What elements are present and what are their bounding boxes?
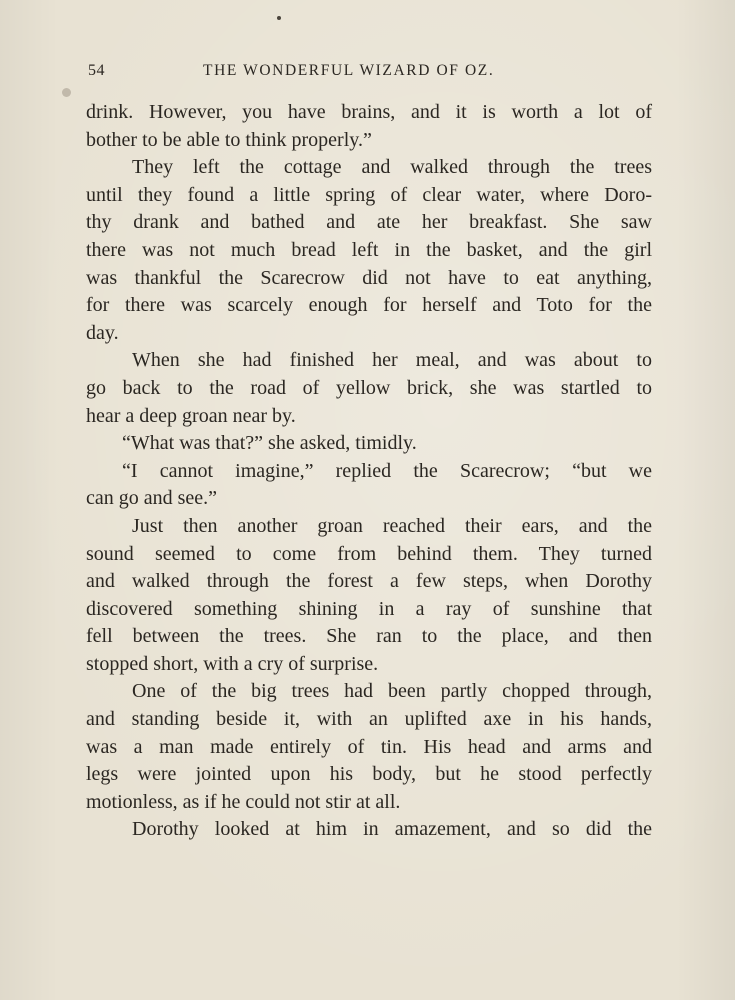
running-title: THE WONDERFUL WIZARD OF OZ. — [203, 62, 495, 79]
text-line: bother to be able to think properly.” — [86, 128, 372, 151]
text-line: discovered something shining in a ray of sunshine that — [86, 597, 652, 620]
text-line: motionless, as if he could not stir at all. — [86, 790, 401, 813]
text-line: go back to the road of yellow brick, she was startled to — [86, 376, 652, 399]
body-text — [86, 99, 652, 844]
text-line: was a man made entirely of tin. His head and arms and — [86, 735, 652, 758]
text-line: They left the cottage and walked through the trees — [132, 156, 652, 179]
page-header — [0, 62, 735, 84]
ink-dot — [277, 16, 281, 20]
text-line: drink. However, you have brains, and it is worth a lot of — [86, 101, 652, 123]
text-line: thy drank and bathed and ate her breakfast. She saw — [86, 211, 652, 234]
text-line: When she had finished her meal, and was about to — [132, 349, 652, 372]
text-line: “I cannot imagine,” replied the Scarecrow; “but we — [122, 459, 652, 482]
text-line: “What was that?” she asked, timidly. — [122, 432, 417, 455]
text-line: and walked through the forest a few steps, when Dorothy — [86, 570, 652, 593]
text-line: legs were jointed upon his body, but he stood perfectly — [86, 763, 652, 786]
text-line: Just then another groan reached their ears, and the — [132, 514, 652, 537]
text-line: day. — [86, 321, 119, 344]
text-line: and standing beside it, with an uplifted axe in his hands, — [86, 708, 652, 731]
text-line: was thankful the Scarecrow did not have to eat anything, — [86, 266, 652, 289]
page-number: 54 — [88, 62, 105, 79]
text-line: until they found a little spring of clear water, where Doro- — [86, 183, 652, 206]
paper-stain — [62, 88, 71, 97]
text-line: fell between the trees. She ran to the place, and then — [86, 625, 652, 648]
text-line: there was not much bread left in the basket, and the girl — [86, 238, 652, 261]
text-line: stopped short, with a cry of surprise. — [86, 652, 379, 675]
text-line: for there was scarcely enough for herself and Toto for the — [86, 294, 652, 317]
text-line: sound seemed to come from behind them. They turned — [86, 542, 652, 565]
text-line: hear a deep groan near by. — [86, 404, 296, 427]
text-line: One of the big trees had been partly chopped through, — [132, 680, 652, 703]
text-line: can go and see.” — [86, 487, 218, 510]
text-line: Dorothy looked at him in amazement, and so did the — [132, 818, 652, 841]
